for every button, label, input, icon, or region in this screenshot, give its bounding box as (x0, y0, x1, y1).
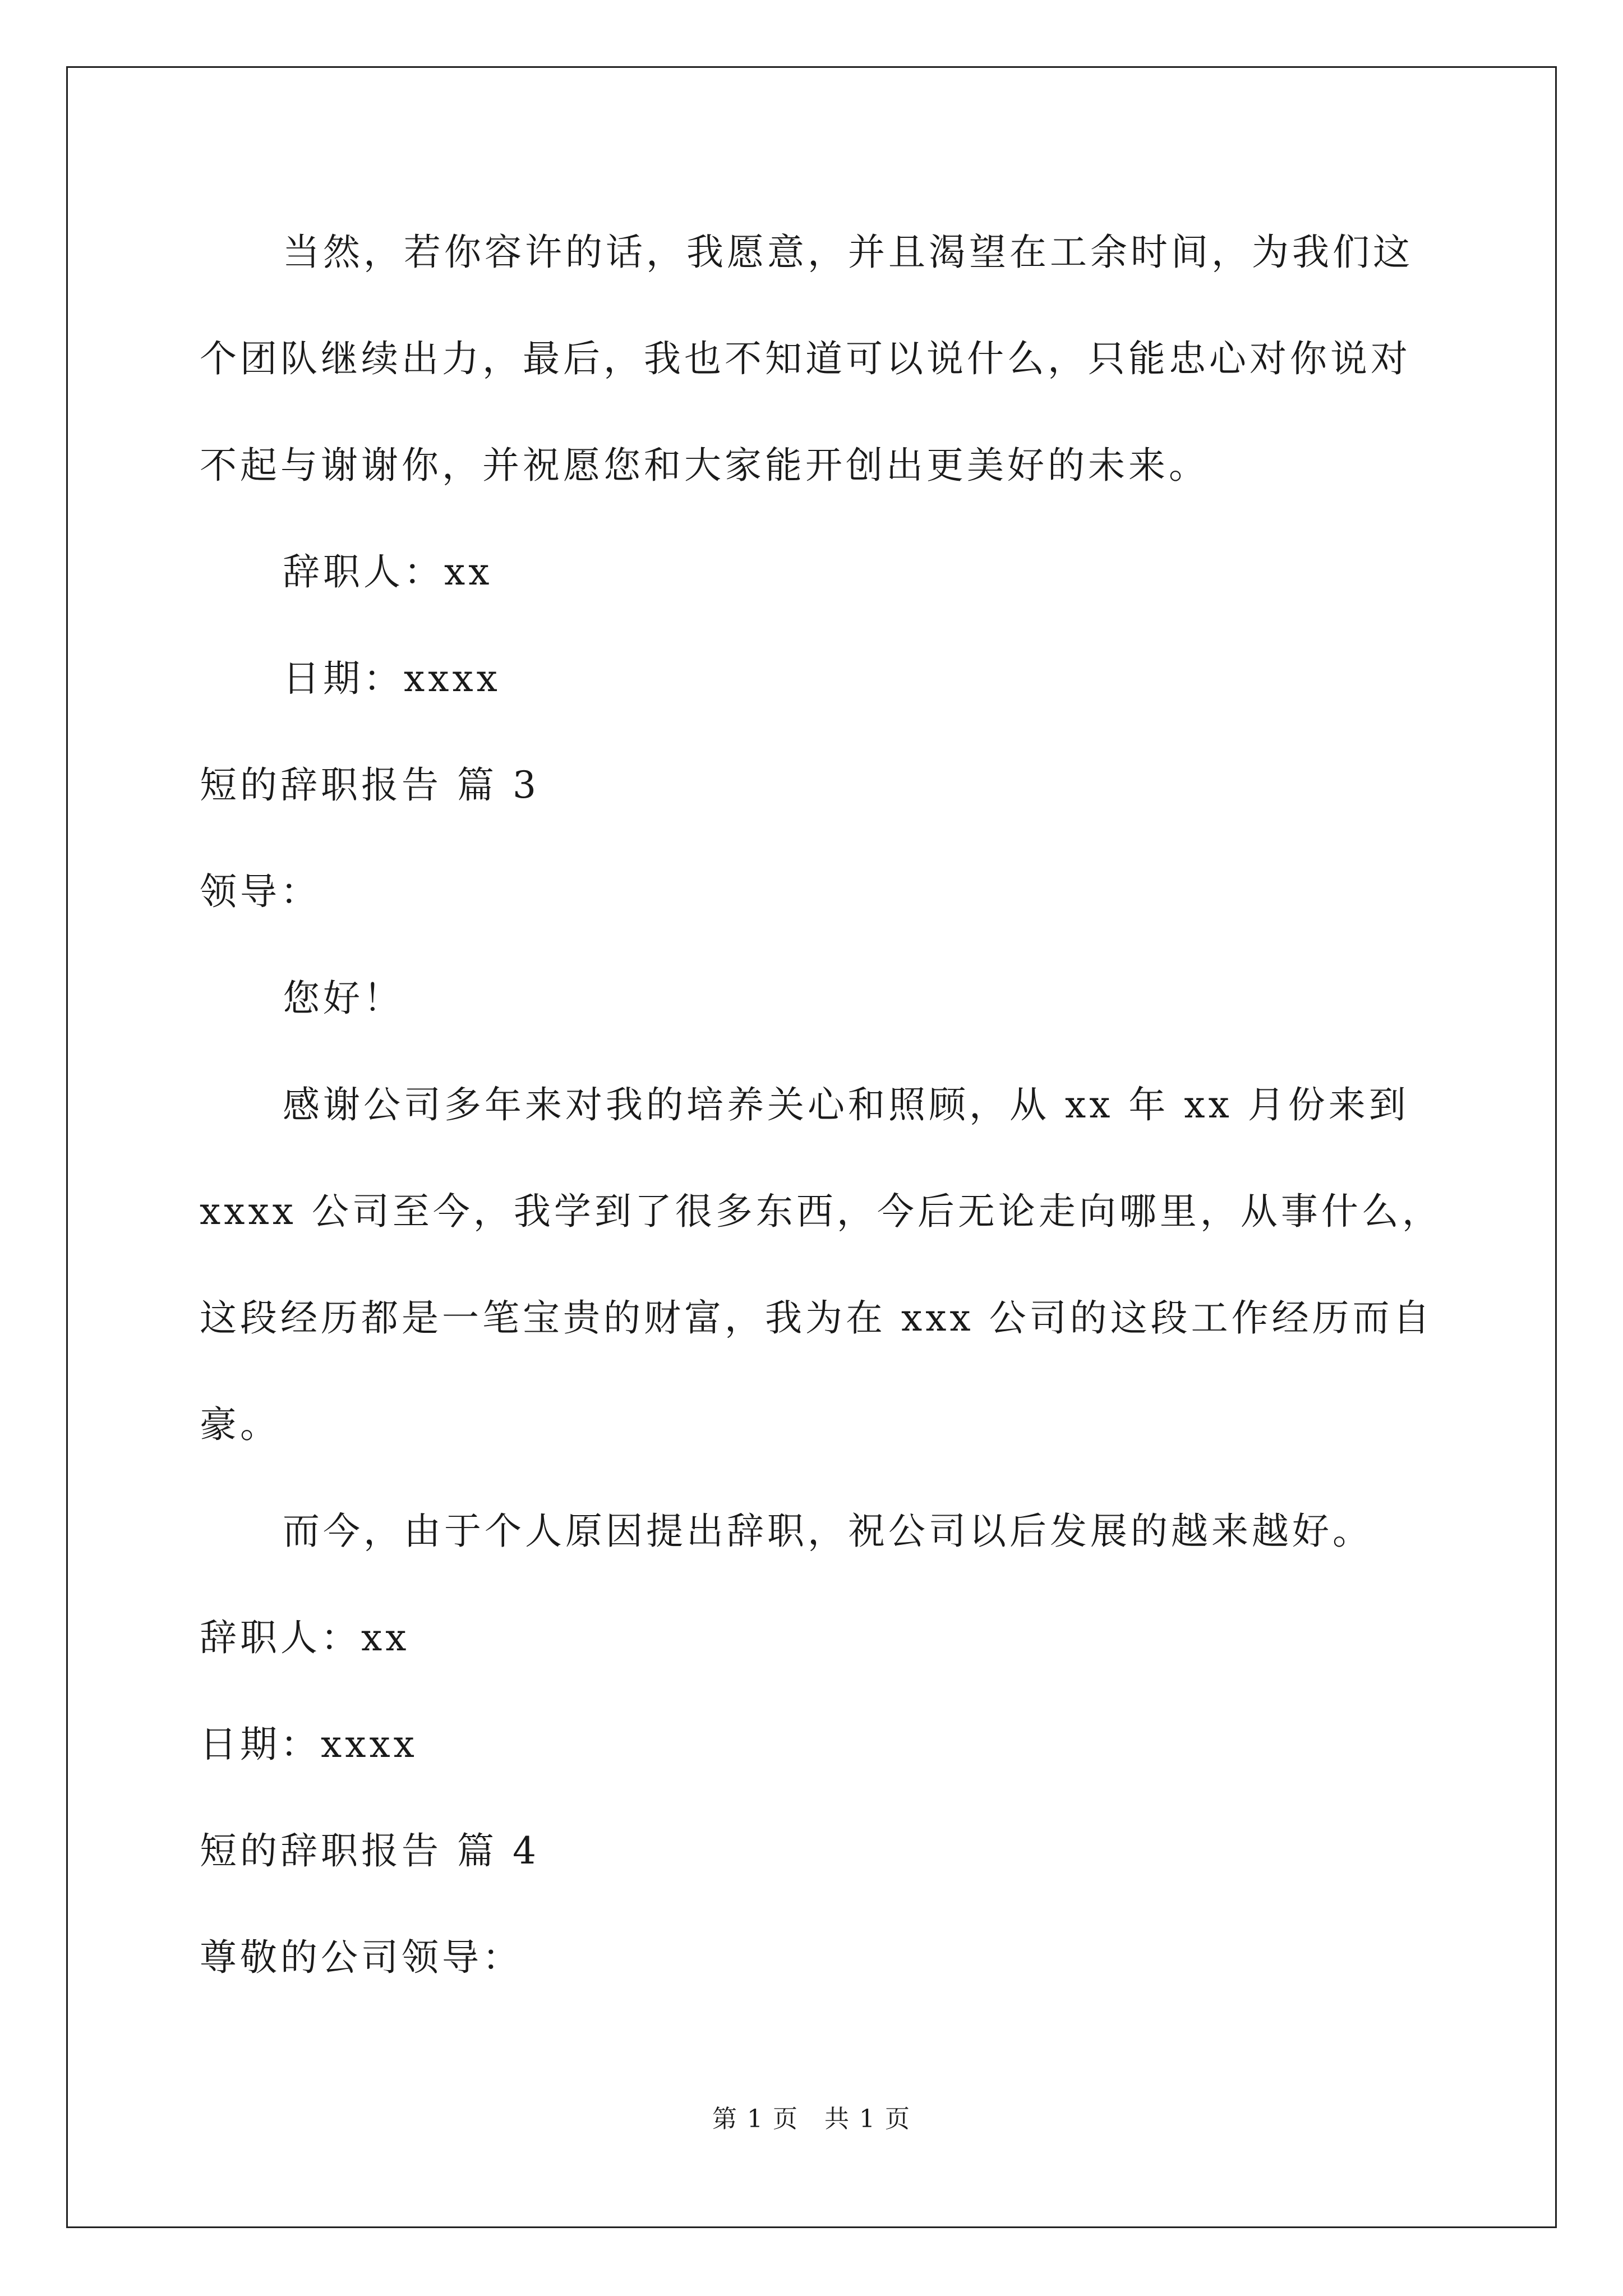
salutation: 领导： (200, 870, 321, 913)
section-heading: 短的辞职报告 篇 3 (200, 763, 540, 807)
salutation: 尊敬的公司领导： (200, 1936, 523, 1979)
page-footer: 第 1 页 共 1 页 (712, 2105, 911, 2133)
paragraph-line: 这段经历都是一笔宝贵的财富，我为在 xxx 公司的这段工作经历而自 (200, 1296, 1433, 1340)
paragraph-line: 个团队继续出力，最后，我也不知道可以说什么，只能忠心对你说对 (200, 337, 1411, 380)
greeting: 您好！ (283, 977, 404, 1020)
paragraph-line: 而今，由于个人原因提出辞职，祝公司以后发展的越来越好。 (283, 1510, 1373, 1553)
paragraph-line: 当然，若你容许的话，我愿意，并且渴望在工余时间，为我们这 (283, 231, 1413, 274)
signature-name: 辞职人：xx (283, 550, 493, 593)
section-heading: 短的辞职报告 篇 4 (200, 1829, 540, 1872)
signature-name: 辞职人：xx (200, 1616, 410, 1659)
signature-date: 日期：xxxx (200, 1723, 418, 1766)
paragraph-line: xxxx 公司至今，我学到了很多东西，今后无论走向哪里，从事什么， (200, 1190, 1442, 1233)
page-border (66, 66, 1557, 2228)
paragraph-line: 豪。 (200, 1403, 280, 1446)
paragraph-line: 不起与谢谢你，并祝愿您和大家能开创出更美好的未来。 (200, 444, 1209, 487)
signature-date: 日期：xxxx (283, 657, 501, 700)
paragraph-line: 感谢公司多年来对我的培养关心和照顾，从 xx 年 xx 月份来到 (283, 1083, 1409, 1126)
